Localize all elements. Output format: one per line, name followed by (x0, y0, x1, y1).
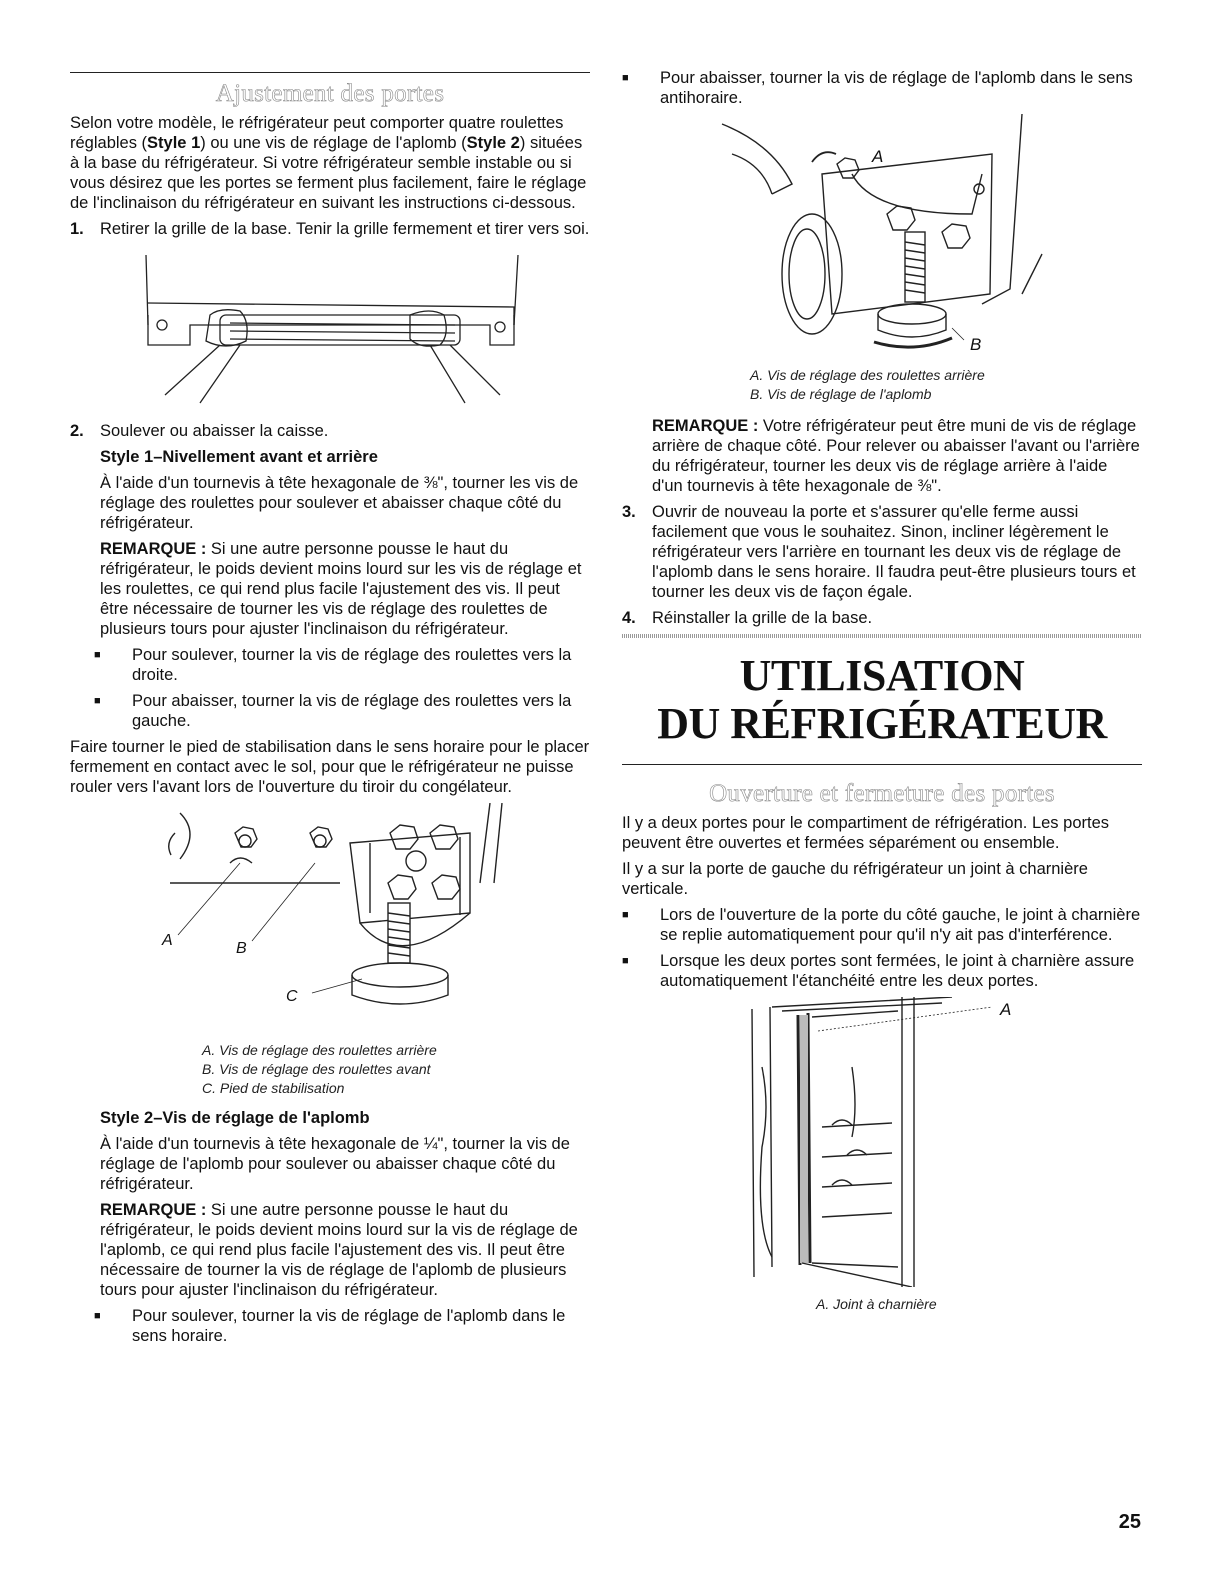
doors-paragraph-2: Il y a sur la porte de gauche du réfrigérateur un joint à charnière verticale. (622, 860, 1088, 898)
hinge-bullet-1: ■ Lors de l'ouverture de la porte du côté gauche, le joint à charnière se replie automatiquement pour qu'il n'y ait pas d'interférence. (622, 906, 1141, 944)
figure-2-captions: A. Vis de réglage des roulettes arrière B. Vis de réglage des roulettes avant C. Pied de stabilisation (202, 1042, 437, 1096)
fig3-label-a: A (872, 147, 884, 166)
dotted-divider (622, 634, 1142, 638)
figure-4-caption: A. Joint à charnière (816, 1296, 937, 1312)
figure-leveling-screw (622, 114, 1142, 364)
left-column (70, 0, 590, 1352)
figure-roller-adjusters (70, 803, 590, 1039)
section-title-ajustement: Ajustement des portes (215, 80, 445, 107)
style2-text: À l'aide d'un tournevis à tête hexagonale de ¼", tourner la vis de réglage de l'aplomb pour soulever ou abaisser chaque côté du réfrigérateur. (100, 1135, 570, 1193)
intro-paragraph: Selon votre modèle, le réfrigérateur peut comporter quatre roulettes réglables (Style 1) ou une vis de réglage de l'aplomb (Style 2) situées à la base du réfrigérateur. Si votre réfrigérateur semble instable ou si vous désirez que les portes se ferment plus facilement, faire le réglage de l'inclinaison du réfrigérateur en suivant les instructions ci-dessous. (70, 114, 587, 212)
stabilizer-paragraph: Faire tourner le pied de stabilisation dans le sens horaire pour le placer fermement en contact avec le sol, pour que le réfrigérateur ne puisse rouler vers l'avant lors de l'ouverture du tiroir du congélateur. (70, 738, 590, 796)
style2-note: REMARQUE : Si une autre personne pousse le haut du réfrigérateur, le poids devient moins lourd sur la vis de réglage de l'aplomb, ce qui rend plus facile l'ajustement des vis. Il peut être nécessaire de tourner la vis de réglage de l'aplomb de plusieurs tours pour ajuster l'inclinaison du réfrigérateur. (100, 1201, 578, 1299)
doors-paragraph-1: Il y a deux portes pour le compartiment de réfrigération. Les portes peuvent être ouvertes et fermées séparément ou ensemble. (622, 814, 1109, 852)
fig2-label-a: A (162, 932, 173, 949)
bullet-lower-level: ■ Pour abaisser, tourner la vis de réglage de l'aplomb dans le sens antihoraire. (622, 69, 1133, 107)
step-3: 3. Ouvrir de nouveau la porte et s'assurer qu'elle ferme aussi facilement que vous le souhaitez. Sinon, incliner légèrement le réfrigérateur vers l'arrière en tournant les deux vis de réglage de l'aplomb dans le sens horaire. Il faudra peut-être plusieurs tours et tourner les deux vis de façon égale. (622, 503, 1136, 601)
step-1: 1. Retirer la grille de la base. Tenir la grille fermement et tirer vers soi. (70, 220, 590, 238)
step-2: 2. Soulever ou abaisser la caisse. (70, 422, 329, 440)
style1-note: REMARQUE : Si une autre personne pousse le haut du réfrigérateur, le poids devient moins lourd sur les vis de réglage et les roulettes, ce qui rend plus facile l'ajustement des vis. Il peut être nécessaire de tourner les vis de réglage des roulettes de plusieurs tours pour ajuster l'inclinaison du réfrigérateur. (100, 540, 582, 638)
style2-title: Style 2–Vis de réglage de l'aplomb (100, 1109, 370, 1127)
style1-bullet-lower: ■ Pour abaisser, tourner la vis de réglage des roulettes vers la gauche. (94, 692, 572, 730)
fig3-label-b: B (970, 335, 982, 354)
fig2-label-c: C (286, 988, 298, 1005)
right-column (622, 0, 1142, 1314)
figure-3-captions: A. Vis de réglage des roulettes arrière B. Vis de réglage de l'aplomb (750, 367, 985, 402)
step-4: 4. Réinstaller la grille de la base. (622, 609, 873, 627)
hinge-bullet-2: ■ Lorsque les deux portes sont fermées, le joint à charnière assure automatiquement l'étanchéité entre les deux portes. (622, 952, 1135, 990)
fig2-label-b: B (236, 940, 247, 957)
style1-text: À l'aide d'un tournevis à tête hexagonale de ⅜", tourner les vis de réglage des roulettes pour soulever et abaisser chaque côté du réfrigérateur. (100, 474, 579, 532)
section-title-ouverture: Ouverture et fermeture des portes (709, 780, 1055, 807)
chapter-title: UTILISATION DU RÉFRIGÉRATEUR (657, 651, 1107, 748)
section-rule (70, 72, 590, 73)
figure-hinged-seal (622, 997, 1142, 1287)
page-number: 25 (1118, 1511, 1141, 1533)
right-note: REMARQUE : Votre réfrigérateur peut être muni de vis de réglage arrière de chaque côté. Pour relever ou abaisser l'avant ou l'arrière du réfrigérateur, tourner les deux vis de réglage arrière à l'aide d'un tournevis à tête hexagonale de ⅜". (652, 417, 1140, 495)
style2-bullet-raise: ■ Pour soulever, tourner la vis de réglage de l'aplomb dans le sens horaire. (94, 1307, 566, 1345)
fig4-label-a: A (1000, 1000, 1012, 1019)
section-rule (622, 764, 1142, 765)
style1-title: Style 1–Nivellement avant et arrière (100, 448, 378, 466)
figure-base-grille (70, 245, 590, 415)
style1-bullet-raise: ■ Pour soulever, tourner la vis de réglage des roulettes vers la droite. (94, 646, 572, 684)
